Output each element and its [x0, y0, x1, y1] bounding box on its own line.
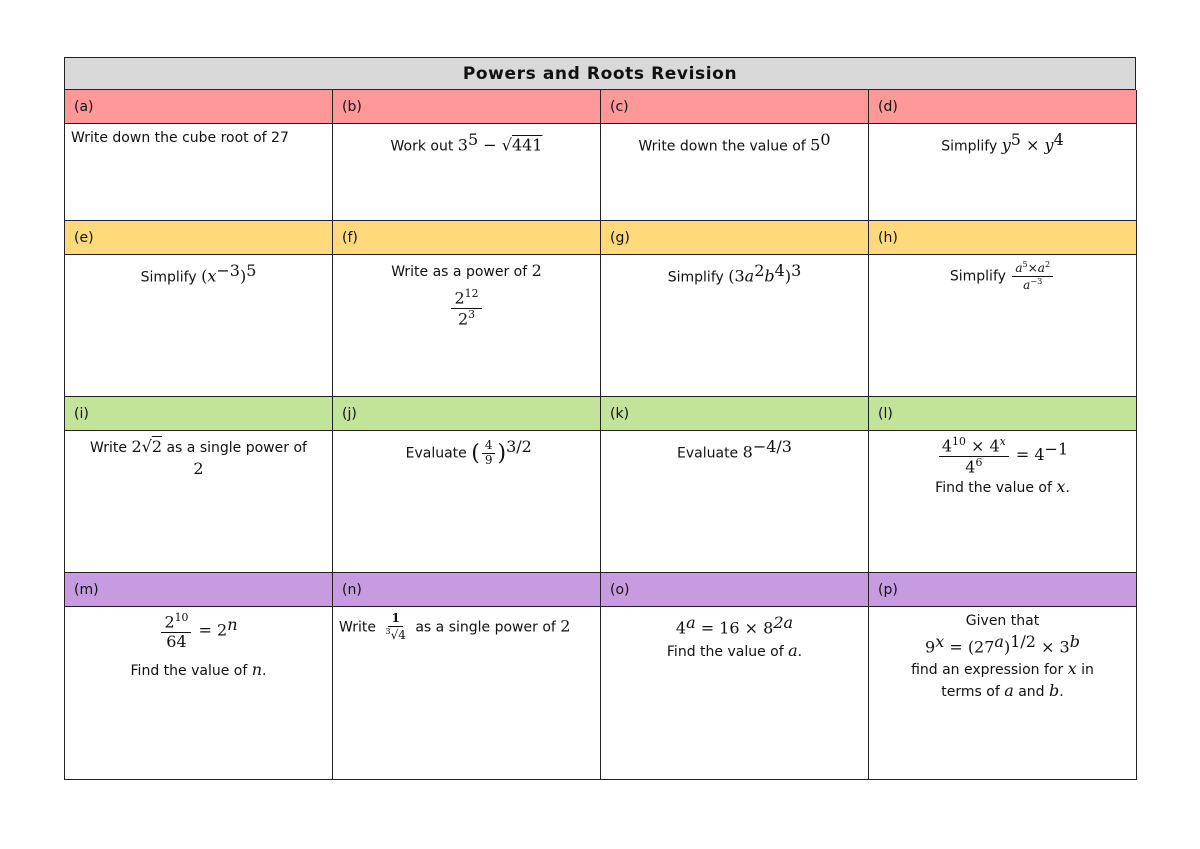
label-a: (a)	[65, 90, 333, 124]
label-j: (j)	[333, 397, 601, 431]
header-row-2	[65, 221, 1136, 255]
label-f: (f)	[333, 221, 601, 255]
question-row-4	[65, 607, 1136, 780]
question-e: Simplify $(x^{-3})^5$	[65, 255, 333, 397]
question-k: Evaluate $8^{-4/3}$	[601, 431, 869, 573]
label-h: (h)	[869, 221, 1137, 255]
header-row-3	[65, 397, 1136, 431]
label-c: (c)	[601, 90, 869, 124]
question-l: $\frac{4^{10} \times 4^x}{4^6}$ = $4^{-1}$ Find the value of x.	[869, 431, 1137, 573]
label-d: (d)	[869, 90, 1137, 124]
header-row-4	[65, 573, 1136, 607]
question-row-3	[65, 431, 1136, 573]
question-n: Write $\frac{1}{^3√4}$ as a single power of 2	[333, 607, 601, 780]
header-row-1	[65, 90, 1136, 124]
fraction-m: $\frac{2^{10}}{64}$	[161, 612, 191, 651]
label-l: (l)	[869, 397, 1137, 431]
fraction-f: $\frac{2^{12}}{2^3}$	[451, 288, 481, 328]
question-d: Simplify $y^5 \times y^4$	[869, 124, 1137, 221]
fraction-h: $\frac{a^5\times a^2}{a^{-3}}$	[1012, 260, 1053, 293]
fraction-n: $\frac{1}{^3√4}$	[385, 611, 406, 642]
label-g: (g)	[601, 221, 869, 255]
label-o: (o)	[601, 573, 869, 607]
label-m: (m)	[65, 573, 333, 607]
question-row-2	[65, 255, 1136, 397]
label-b: (b)	[333, 90, 601, 124]
question-c: Write down the value of $5^0$	[601, 124, 869, 221]
question-m: $\frac{2^{10}}{64}$ = $2^n$ Find the value of n.	[65, 607, 333, 780]
question-a: Write down the cube root of 27	[65, 124, 333, 221]
question-p: Given that $9^x = (27^a)^{1/2} \times 3^b$ find an expression for x in terms of a and b.	[869, 607, 1137, 780]
fraction-l: $\frac{4^{10} \times 4^x}{4^6}$	[939, 436, 1009, 476]
label-n: (n)	[333, 573, 601, 607]
question-i: Write 2√2 as a single power of 2	[65, 431, 333, 573]
label-p: (p)	[869, 573, 1137, 607]
worksheet-title: Powers and Roots Revision	[65, 58, 1136, 90]
question-j: Evaluate ( $\frac{4}{9}$ )$^{3/2}$	[333, 431, 601, 573]
question-h: Simplify $\frac{a^5\times a^2}{a^{-3}}$	[869, 255, 1137, 397]
label-e: (e)	[65, 221, 333, 255]
label-i: (i)	[65, 397, 333, 431]
worksheet-table	[64, 57, 1136, 780]
label-k: (k)	[601, 397, 869, 431]
question-g: Simplify $(3a^2b^4)^3$	[601, 255, 869, 397]
question-o: $4^a = 16 \times 8^{2a}$ Find the value of a.	[601, 607, 869, 780]
question-f: Write as a power of 2 $\frac{2^{12}}{2^3}$	[333, 255, 601, 397]
question-row-1	[65, 124, 1136, 221]
fraction-j: $\frac{4}{9}$	[482, 439, 496, 468]
question-b: Work out $3^5 - √441$	[333, 124, 601, 221]
